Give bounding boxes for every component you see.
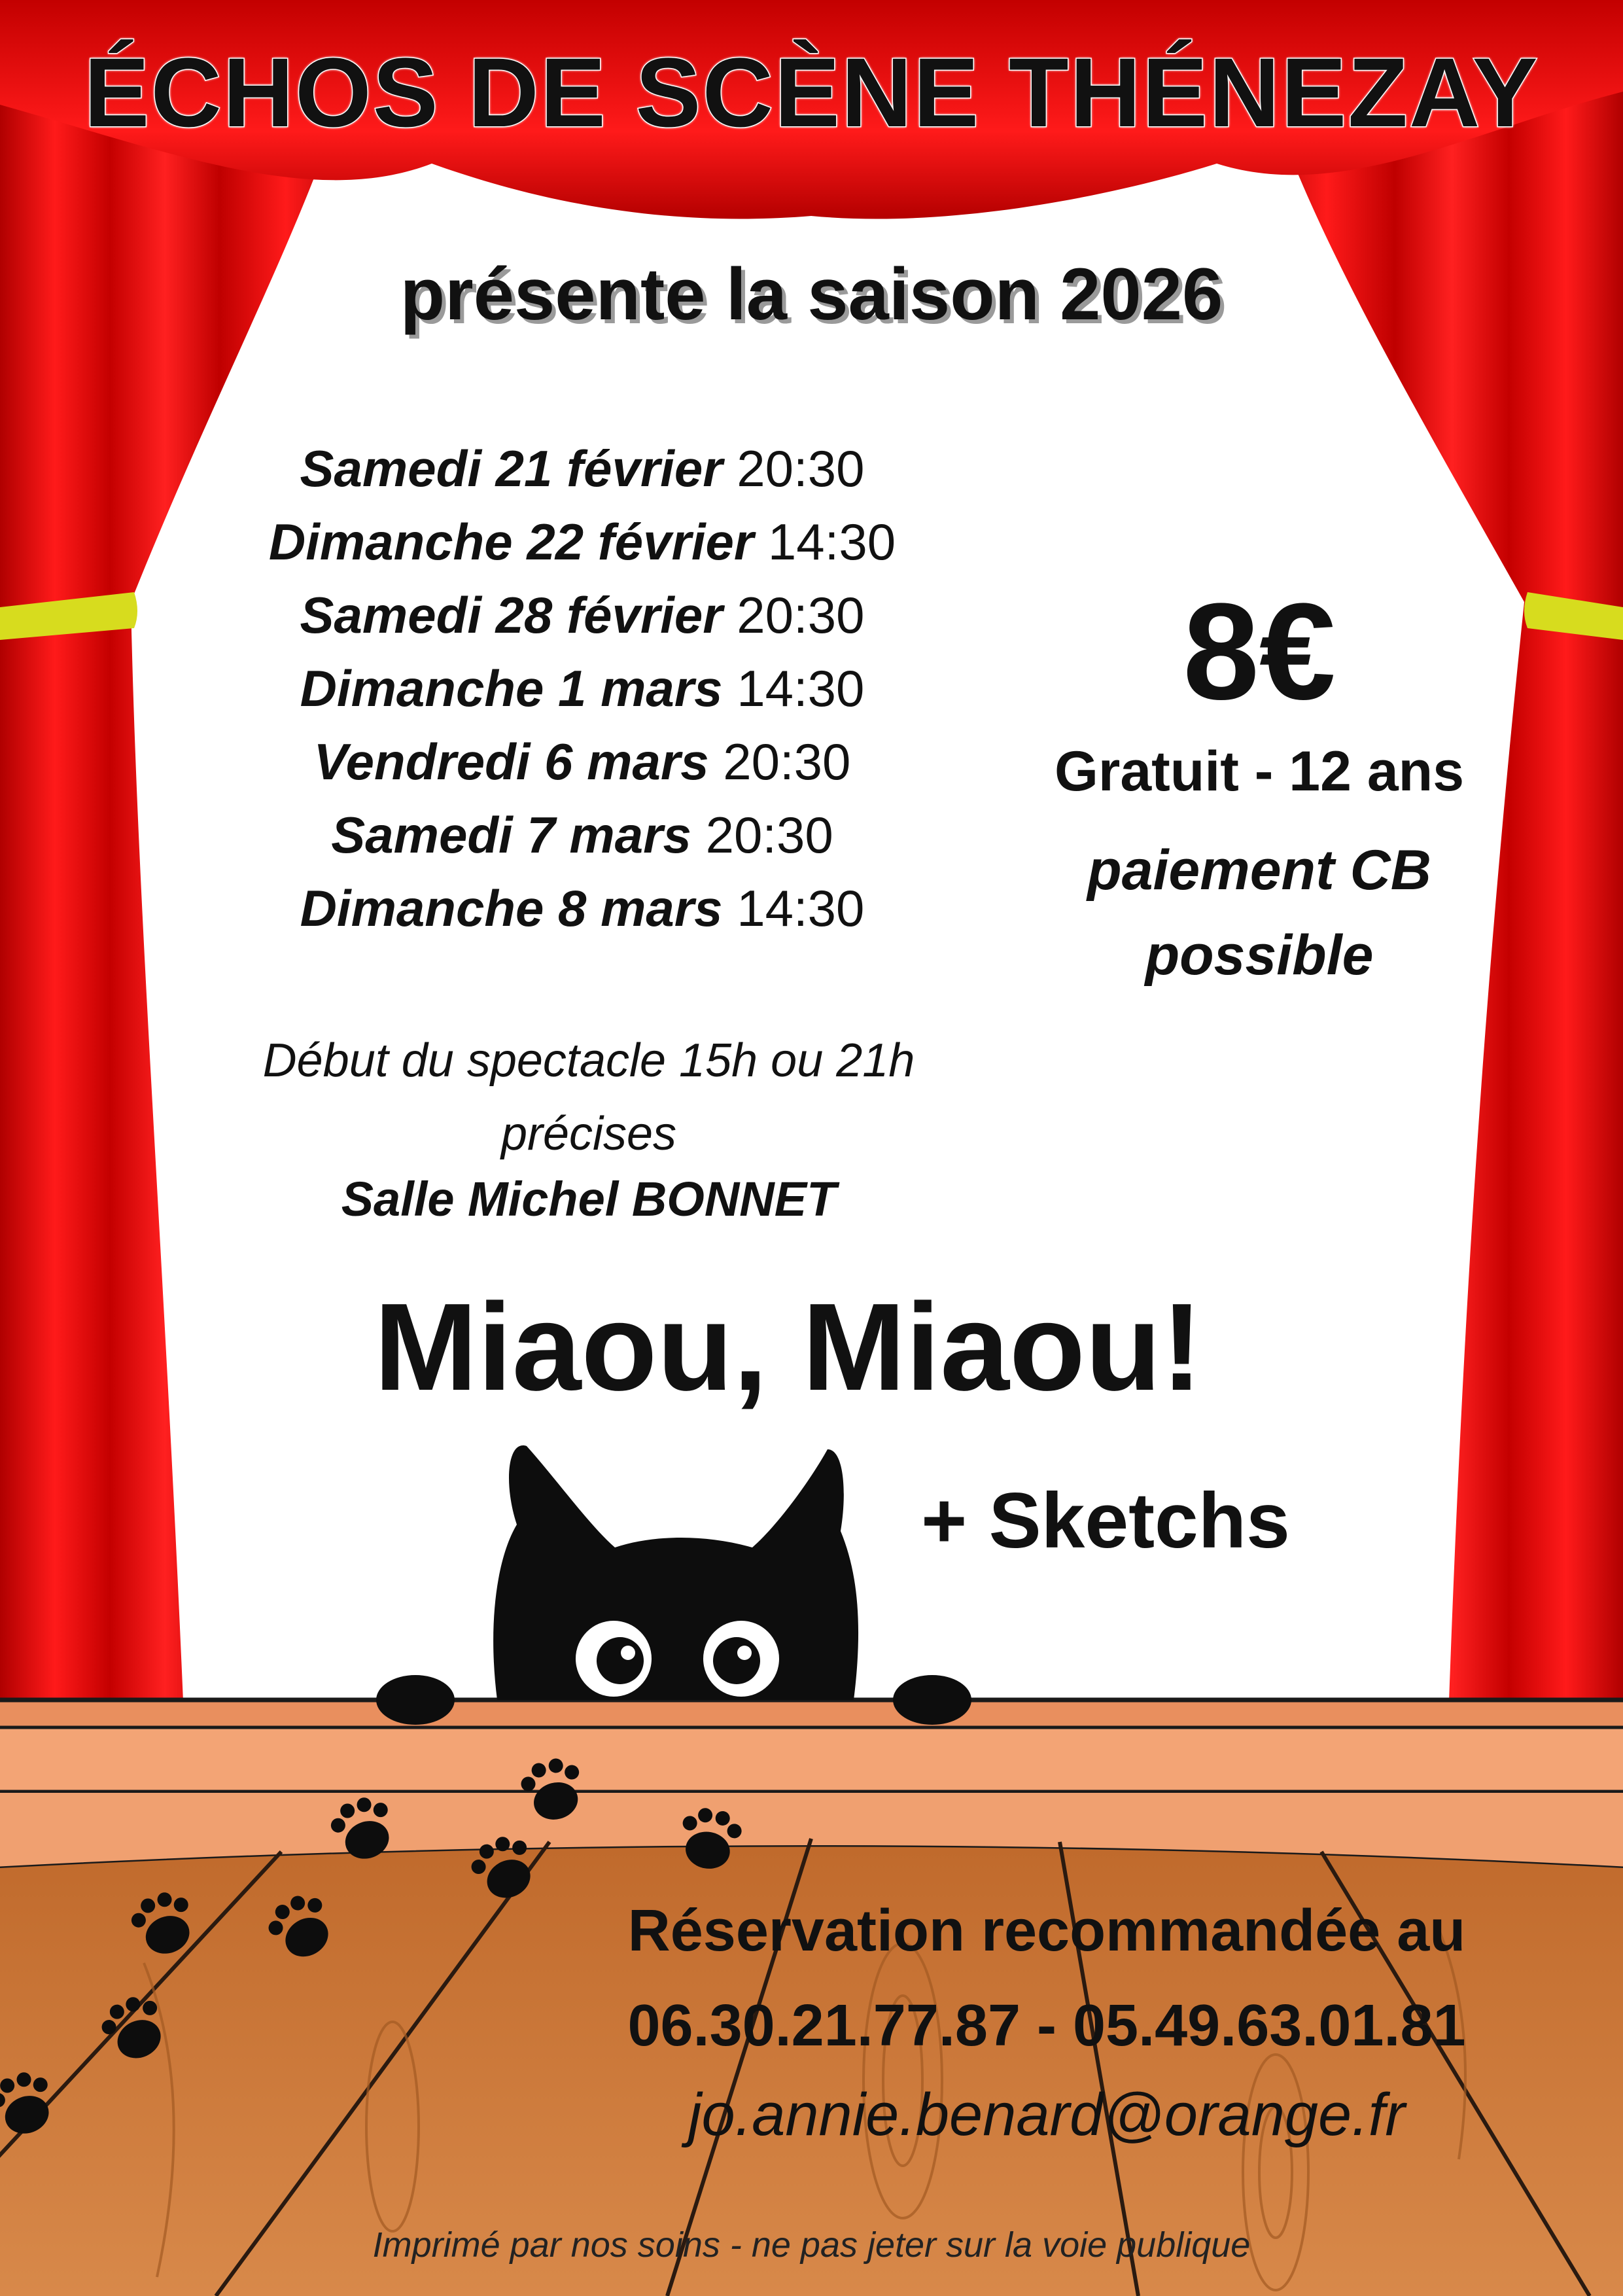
- reservation-label: Réservation recommandée au: [627, 1898, 1466, 1964]
- ticket-price: 8€: [1183, 574, 1336, 728]
- show-title: Miaou, Miaou!: [374, 1278, 1203, 1417]
- email-address[interactable]: jo.annie.benard@orange.fr: [688, 2081, 1405, 2148]
- free-under-12: Gratuit - 12 ans: [1054, 740, 1465, 803]
- venue-name: Salle Michel BONNET: [341, 1172, 837, 1226]
- footer-note: Imprimé par nos soins - ne pas jeter sur la voie publique: [372, 2225, 1251, 2265]
- card-payment-note: paiement CB possible: [1087, 839, 1431, 987]
- performance-date: Samedi 21 février 20:30: [300, 440, 865, 497]
- performance-date: Samedi 28 février 20:30: [300, 586, 865, 644]
- performance-date: Samedi 7 mars 20:30: [331, 806, 833, 864]
- sketchs-label: + Sketchs: [921, 1477, 1290, 1564]
- performance-date: Dimanche 1 mars 14:30: [300, 660, 865, 717]
- performance-date: Dimanche 8 mars 14:30: [300, 879, 865, 937]
- performance-date: Dimanche 22 février 14:30: [268, 513, 896, 571]
- troupe-title: ÉCHOS DE SCÈNE THÉNEZAY: [84, 37, 1539, 147]
- performance-date: Vendredi 6 mars 20:30: [313, 733, 851, 790]
- phone-numbers[interactable]: 06.30.21.77.87 - 05.49.63.01.81: [627, 1993, 1466, 2058]
- start-time-note: Début du spectacle 15h ou 21h précises: [262, 1034, 915, 1160]
- season-subtitle: présente la saison 2026: [400, 253, 1223, 335]
- performance-dates-list: [144, 432, 1021, 945]
